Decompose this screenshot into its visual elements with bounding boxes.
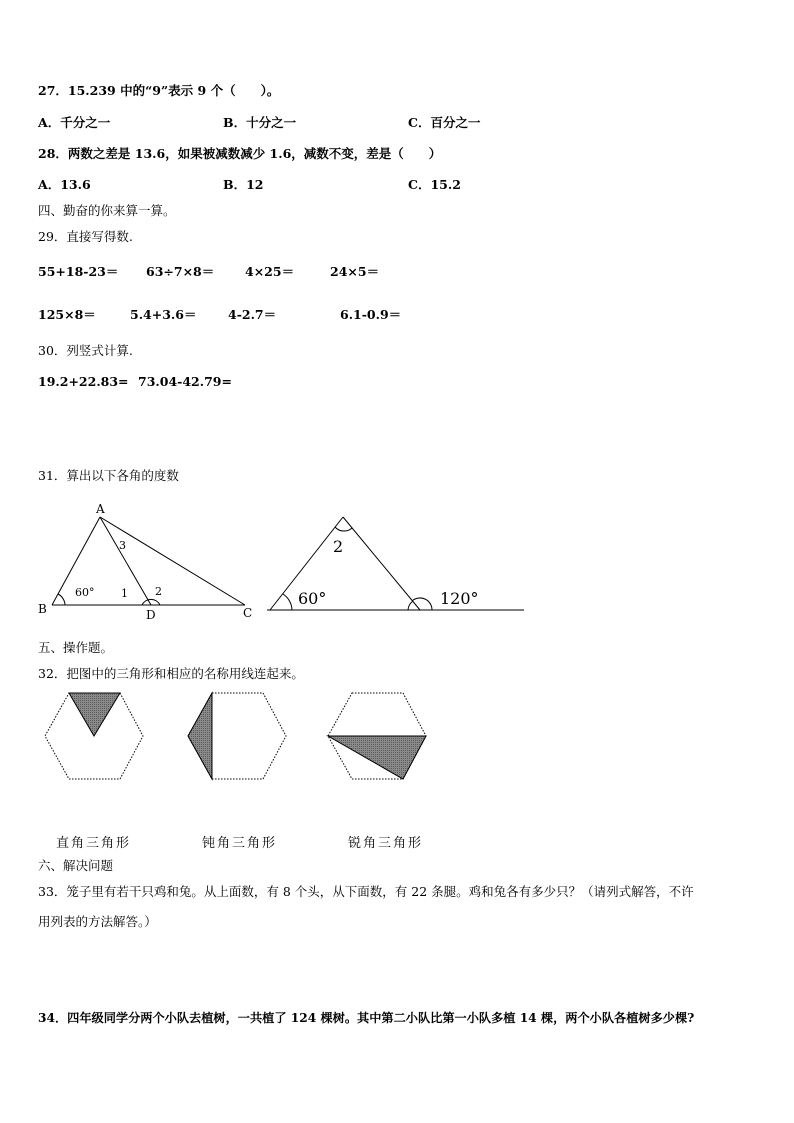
shaded-triangle-2 bbox=[188, 693, 212, 779]
q29-r2-c1: 125×8＝ bbox=[38, 307, 96, 322]
label-angle-1: 1 bbox=[121, 587, 128, 600]
label-angle-3: 3 bbox=[119, 539, 126, 552]
section5-heading: 五、操作题。 bbox=[38, 640, 114, 655]
q29-r2-c4: 6.1-0.9＝ bbox=[340, 307, 402, 322]
right-side bbox=[343, 517, 420, 610]
label-right-triangle: 直角三角形 bbox=[56, 836, 132, 851]
label-obtuse-triangle: 钝角三角形 bbox=[202, 836, 278, 851]
q32-hexagons bbox=[40, 690, 440, 785]
q30-stem: 30．列竖式计算. bbox=[38, 343, 133, 358]
label-angle-b: 60° bbox=[75, 586, 95, 599]
q28-option-b: B．12 bbox=[223, 177, 264, 192]
shaded-triangle-1 bbox=[69, 693, 120, 736]
label-60-fig2: 60° bbox=[298, 589, 327, 608]
hexagon-3 bbox=[328, 693, 426, 779]
q33-line2: 用列表的方法解答。） bbox=[38, 914, 157, 929]
section4-heading: 四、勤奋的你来算一算。 bbox=[38, 203, 176, 218]
hexagon-1 bbox=[45, 693, 143, 779]
q29-stem: 29．直接写得数. bbox=[38, 229, 133, 244]
label-b: B bbox=[38, 602, 47, 616]
q31-stem: 31．算出以下各角的度数 bbox=[38, 468, 179, 483]
q33-line1: 33．笼子里有若干只鸡和兔。从上面数，有 8 个头，从下面数，有 22 条腿。鸡和兔各有多少只？（请列式解答，不许 bbox=[38, 884, 694, 899]
section6-heading: 六、解决问题 bbox=[38, 858, 114, 873]
q31-figures bbox=[30, 500, 530, 625]
hexagon-2 bbox=[188, 693, 286, 779]
q27-stem: 27．15.239 中的“9”表示 9 个（ ）。 bbox=[38, 83, 280, 98]
q28-stem: 28．两数之差是 13.6，如果被减数减少 1.6，减数不变，差是（ ） bbox=[38, 146, 442, 161]
label-d: D bbox=[146, 608, 156, 622]
left-angle-arc bbox=[283, 594, 292, 610]
angle-b-arc bbox=[58, 594, 65, 605]
label-angle-2-fig2: 2 bbox=[333, 537, 344, 556]
q30-item-2: 73.04-42.79= bbox=[138, 374, 232, 389]
label-120-fig2: 120° bbox=[440, 589, 479, 608]
q29-r2-c2: 5.4+3.6＝ bbox=[130, 307, 197, 322]
q27-option-c: C．百分之一 bbox=[408, 115, 481, 130]
q28-option-c: C．15.2 bbox=[408, 177, 461, 192]
q29-r1-c1: 55+18-23＝ bbox=[38, 264, 119, 279]
label-a: A bbox=[96, 502, 105, 516]
q32-stem: 32．把图中的三角形和相应的名称用线连起来。 bbox=[38, 666, 304, 681]
q30-item-1: 19.2+22.83= bbox=[38, 374, 129, 389]
inner-right-arc bbox=[408, 601, 413, 610]
label-acute-triangle: 锐角三角形 bbox=[348, 836, 424, 851]
q29-r1-c4: 24×5＝ bbox=[330, 264, 380, 279]
label-c: C bbox=[243, 606, 253, 620]
q29-r1-c3: 4×25＝ bbox=[245, 264, 295, 279]
q29-r2-c3: 4-2.7＝ bbox=[228, 307, 277, 322]
q28-option-a: A．13.6 bbox=[38, 177, 91, 192]
shaded-triangle-3 bbox=[328, 736, 426, 779]
q29-r1-c2: 63÷7×8＝ bbox=[146, 264, 215, 279]
q34-stem: 34．四年级同学分两个小队去植树，一共植了 124 棵树。其中第二小队比第一小队多植 14 棵，两个小队各植树多少棵? bbox=[38, 1011, 695, 1025]
q27-option-b: B．十分之一 bbox=[223, 115, 297, 130]
q27-option-a: A．千分之一 bbox=[38, 115, 111, 130]
top-angle-arc bbox=[335, 527, 352, 531]
label-angle-2: 2 bbox=[155, 585, 162, 598]
